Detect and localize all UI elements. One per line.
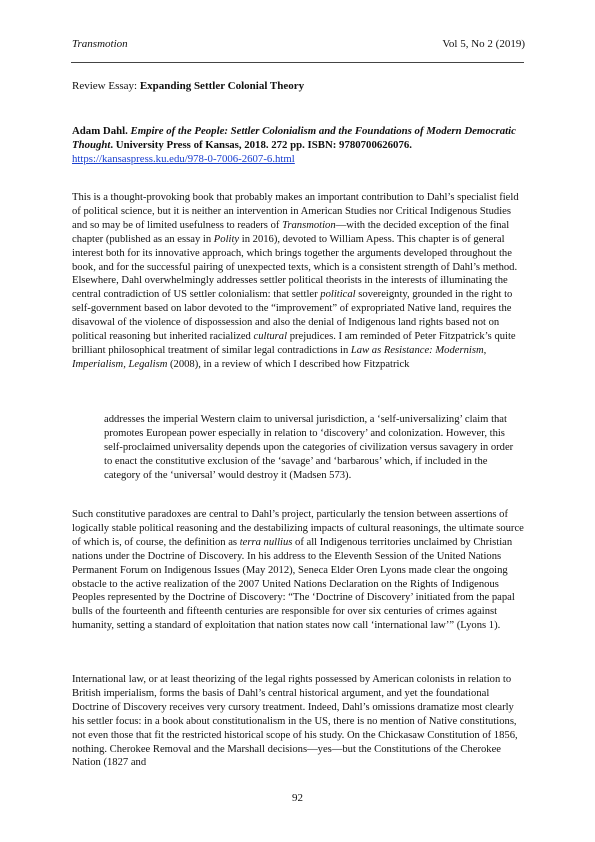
p1-text-f: (2008), in a review of which I described how Fitzpatrick <box>167 358 410 370</box>
p1-italic-polity: Polity <box>213 233 240 245</box>
journal-name: Transmotion <box>72 38 128 50</box>
citation-author: Adam Dahl. <box>72 125 131 137</box>
volume-issue: Vol 5, No 2 (2019) <box>442 38 525 50</box>
p2-text-b: of all Indigenous territories unclaimed by Christian nations under the Doctrine of Discovery. In his address to the Eleventh Session of the United Nations Permanent Forum on Indigenous Issues (May 2012), Seneca Elder Oren Lyons made clear the ongoing obstacle to the active realization of the 2007 United Nations Declaration on the Rights of Indigenous Peoples represented by the Doctrine of Discovery: “The ‘Doctrine of Discovery’ initiated from the papal bulls of the fourteenth and fifteenth centuries are responsible for over six centuries of crimes against humanity, setting a standard of exploitation that nation states now call ‘international law’” (Lyons 1). <box>72 536 515 632</box>
p1-text-e: prejudices. I am reminded of Peter Fitzpatrick’s quite brilliant philosophical treatment of similar legal contradictions in <box>72 331 516 356</box>
header-rule <box>71 62 524 63</box>
citation-details: . University Press of Kansas, 2018. 272 pp. ISBN: 9780700626076. <box>110 138 412 151</box>
page-number: 92 <box>292 792 303 804</box>
p1-text-a: This is a thought-provoking book that probably makes an important contribution to Dahl’s specialist field of political science, but it is neither an intervention in American Studies nor Critical Indigenous Studies and so may be of limited usefulness to readers of <box>72 192 519 231</box>
p1-text-d: sovereignty, grounded in the right to self-government based on labor devoted to the “improvement” of expropriated Native land, requires the disavowal of the violence of dispossession and also the denial of Indigenous land rights based not on political reasoning but inherited racialized <box>72 289 513 343</box>
p1-italic-cultural: cultural <box>253 331 288 343</box>
p1-text-b: —with the decided exception of the final chapter (published as an essay in <box>72 219 510 245</box>
citation-link[interactable]: https://kansaspress.ku.edu/978-0-7006-2607-6.html <box>72 152 295 165</box>
block-quote: addresses the imperial Western claim to universal jurisdiction, a ‘self-universalizing’ claim that promotes European power especially in relation to ‘discovery’ and colonization. However, this self-proclaimed universality depends upon the categories of civilization versus savagery in order to enact the constitutive exclusion of the ‘savage’ and ‘barbarous’ which, if included in the category of the ‘universal’ would destroy it (Madsen 573). <box>104 414 514 481</box>
p1-italic-political: political <box>320 289 356 301</box>
p2-italic-terra-nullius: terra nullius <box>239 536 293 548</box>
body-paragraph-3: International law, or at least theorizing of the legal rights possessed by American colonists in relation to British imperialism, forms the basis of Dahl’s central historical argument, and yet the foundational Doctrine of Discovery receives very cursory treatment. Indeed, Dahl’s omissions dramatize most clearly his settler focus: in a book about constitutionalism in the US, there is no mention of Native constitutions, not even those that fit the restricted historical scope of his study. On the Chickasaw Constitution of 1856, nothing. Cherokee Removal and the Marshall decisions—yes—but the Constitutions of the Cherokee Nation (1827 and <box>72 674 518 769</box>
p1-text-c: in 2016), devoted to William Apess. This chapter is of general interest both for its innovative approach, which brings together the arguments developed throughout the book, and for the successful pairing of unexpected texts, which is a consistent strength of Dahl’s method. Elsewhere, Dahl overwhelmingly addresses settler political theorists in the interests of illuminating the central contradiction of US settler colonialism: that settler <box>72 233 518 301</box>
p1-italic-journal: Transmotion <box>282 219 336 231</box>
body-paragraph-1 <box>72 191 524 372</box>
title-prefix: Review Essay: <box>72 80 140 92</box>
title-text: Expanding Settler Colonial Theory <box>139 80 305 92</box>
citation-book-title: Empire of the People: Settler Colonialism and the Foundations of Modern Democratic Thought <box>72 125 516 151</box>
p2-text-a: Such constitutive paradoxes are central to Dahl’s project, particularly the tension between assertions of logically stable political reasoning and the destabilizing impacts of cultural reasonings, the ultimate source of which is, of course, the definition as <box>72 509 524 548</box>
essay-title <box>72 80 304 94</box>
p1-italic-law-as-resistance: Law as Resistance: Modernism, Imperialism, Legalism <box>72 344 487 370</box>
body-paragraph-2 <box>72 508 524 633</box>
book-citation <box>72 125 524 167</box>
